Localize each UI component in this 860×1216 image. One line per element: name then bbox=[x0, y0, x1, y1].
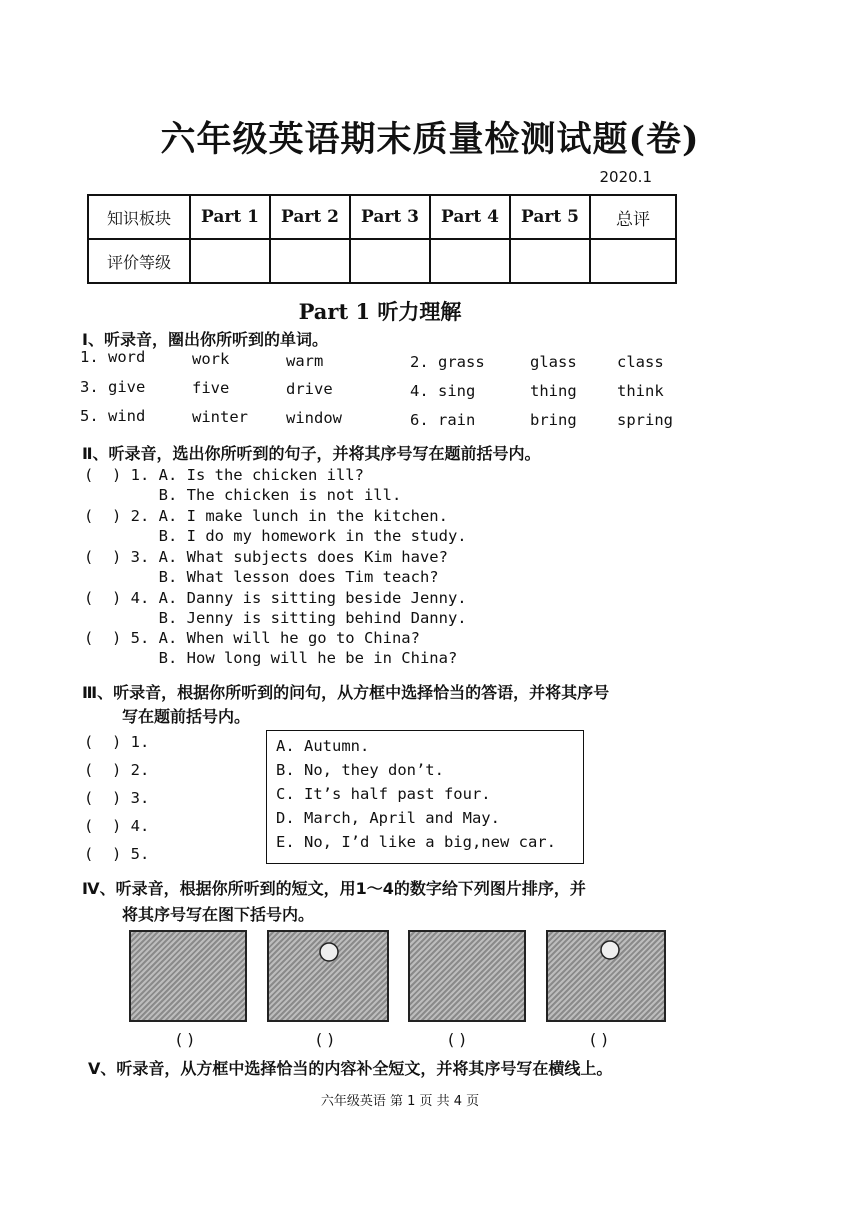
option-item: A. Autumn. bbox=[276, 737, 370, 755]
clock-icon bbox=[548, 932, 664, 1020]
grade-cell[interactable] bbox=[590, 239, 676, 283]
word-item: window bbox=[286, 409, 342, 427]
answer-item: ( ) 4. bbox=[84, 817, 150, 835]
option-item: D. March, April and May. bbox=[276, 809, 500, 827]
picture-3 bbox=[408, 930, 526, 1022]
sentence-line: B. What lesson does Tim teach? bbox=[84, 568, 439, 586]
sentence-line: ( ) 4. A. Danny is sitting beside Jenny. bbox=[84, 589, 467, 607]
grade-cell[interactable] bbox=[270, 239, 350, 283]
answer-item: ( ) 5. bbox=[84, 845, 150, 863]
word-item: class bbox=[617, 353, 664, 371]
word-item: 4. sing bbox=[410, 382, 476, 400]
grade-table-row-label: 评价等级 bbox=[88, 239, 190, 283]
word-item: glass bbox=[530, 353, 577, 371]
word-item: 3. give bbox=[80, 378, 146, 396]
section-4-title-cont: 将其序号写在图下括号内。 bbox=[122, 905, 315, 924]
word-item: 5. wind bbox=[80, 407, 146, 425]
grade-table-part: Part 1 bbox=[190, 195, 270, 239]
sentence-line: B. I do my homework in the study. bbox=[84, 527, 467, 545]
grade-table-part: Part 5 bbox=[510, 195, 590, 239]
part-heading: Part 1 听力理解 bbox=[298, 299, 462, 324]
grade-cell[interactable] bbox=[430, 239, 510, 283]
section-4-title: Ⅳ、听录音，根据你所听到的短文，用1～4的数字给下列图片排序，并 bbox=[82, 879, 586, 898]
picture-1 bbox=[129, 930, 247, 1022]
word-item: bring bbox=[530, 411, 577, 429]
answer-item: ( ) 1. bbox=[84, 733, 150, 751]
grade-cell[interactable] bbox=[350, 239, 430, 283]
grade-cell[interactable] bbox=[510, 239, 590, 283]
option-item: E. No, I’d like a big,new car. bbox=[276, 833, 556, 851]
section-3-title: Ⅲ、听录音，根据你所听到的问句，从方框中选择恰当的答语，并将其序号 bbox=[82, 683, 610, 702]
grade-table bbox=[87, 194, 677, 284]
word-item: 2. grass bbox=[410, 353, 485, 371]
grade-cell[interactable] bbox=[190, 239, 270, 283]
word-item: 1. word bbox=[80, 348, 146, 366]
sentence-line: ( ) 1. A. Is the chicken ill? bbox=[84, 466, 364, 484]
option-item: B. No, they don’t. bbox=[276, 761, 444, 779]
picture-answer-paren[interactable]: ( ) bbox=[590, 1030, 608, 1049]
word-item: think bbox=[617, 382, 664, 400]
section-5-title: Ⅴ、听录音，从方框中选择恰当的内容补全短文，并将其序号写在横线上。 bbox=[88, 1059, 613, 1078]
exam-date: 2020.1 bbox=[599, 168, 652, 186]
word-item: drive bbox=[286, 380, 333, 398]
section-2-title: Ⅱ、听录音，选出你所听到的句子，并将其序号写在题前括号内。 bbox=[82, 444, 541, 463]
word-item: five bbox=[192, 379, 230, 397]
picture-2 bbox=[267, 930, 389, 1022]
page-title: 六年级英语期末质量检测试题(卷) bbox=[160, 119, 700, 160]
grade-table-part: Part 3 bbox=[350, 195, 430, 239]
section-1-title: Ⅰ、听录音，圈出你所听到的单词。 bbox=[82, 330, 328, 349]
grade-table-part: Part 4 bbox=[430, 195, 510, 239]
sentence-line: B. The chicken is not ill. bbox=[84, 486, 402, 504]
sentence-line: B. How long will he be in China? bbox=[84, 649, 458, 667]
answer-item: ( ) 2. bbox=[84, 761, 150, 779]
picture-answer-paren[interactable]: ( ) bbox=[448, 1030, 466, 1049]
word-item: thing bbox=[530, 382, 577, 400]
page-footer: 六年级英语 第 1 页 共 4 页 bbox=[320, 1094, 480, 1109]
word-item: warm bbox=[286, 352, 324, 370]
options-box bbox=[266, 730, 584, 864]
word-item: work bbox=[192, 350, 230, 368]
grade-table-part: Part 2 bbox=[270, 195, 350, 239]
sentence-line: ( ) 5. A. When will he go to China? bbox=[84, 629, 420, 647]
answer-item: ( ) 3. bbox=[84, 789, 150, 807]
option-item: C. It’s half past four. bbox=[276, 785, 491, 803]
section-3-title-cont: 写在题前括号内。 bbox=[122, 707, 251, 726]
word-item: winter bbox=[192, 408, 248, 426]
grade-table-header: 知识板块 bbox=[88, 195, 190, 239]
sentence-line: B. Jenny is sitting behind Danny. bbox=[84, 609, 467, 627]
picture-answer-paren[interactable]: ( ) bbox=[176, 1030, 194, 1049]
word-item: 6. rain bbox=[410, 411, 476, 429]
grade-table-total: 总评 bbox=[590, 195, 676, 239]
sentence-line: ( ) 2. A. I make lunch in the kitchen. bbox=[84, 507, 448, 525]
clock-icon bbox=[269, 932, 387, 1020]
word-item: spring bbox=[617, 411, 673, 429]
picture-4 bbox=[546, 930, 666, 1022]
picture-answer-paren[interactable]: ( ) bbox=[316, 1030, 334, 1049]
sentence-line: ( ) 3. A. What subjects does Kim have? bbox=[84, 548, 448, 566]
